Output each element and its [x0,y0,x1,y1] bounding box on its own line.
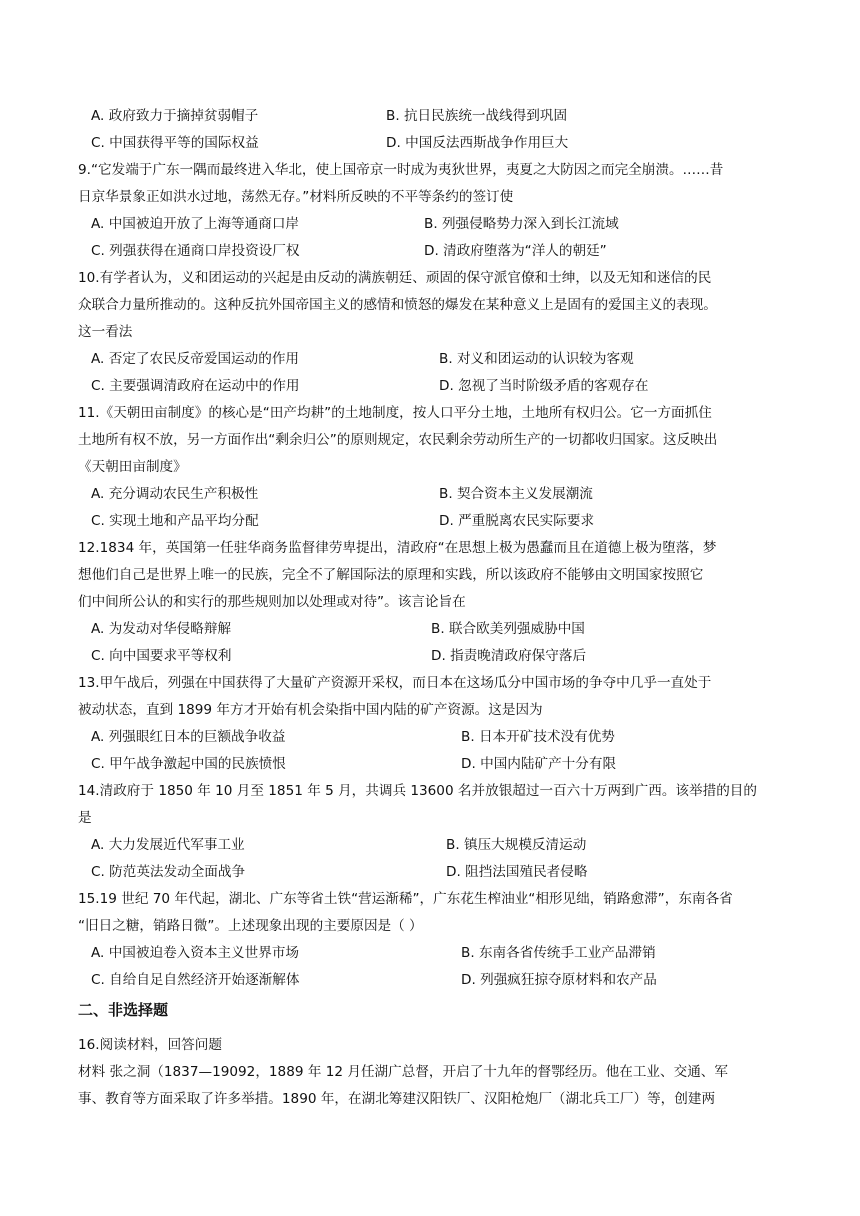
q8-option-d: D. 中国反法西斯战争作用巨大 [386,135,569,151]
q10-stem-line-2: 众联合力量所推动的。这种反抗外国帝国主义的感情和愤怒的爆发在某种意义上是固有的爱国主义的表现。 [78,297,717,313]
q16-intro: 16.阅读材料，回答问题 [78,1037,222,1053]
q10-option-d: D. 忽视了当时阶级矛盾的客观存在 [439,378,649,394]
q10-stem-line-1: 10.有学者认为，义和团运动的兴起是由反动的满族朝廷、顽固的保守派官僚和士绅，以及无知和迷信的民 [78,270,712,286]
q12-option-a: A. 为发动对华侵略辩解 [91,621,232,637]
q8-option-a: A. 政府致力于摘掉贫弱帽子 [91,108,259,124]
q13-stem-line-1: 13.甲午战后，列强在中国获得了大量矿产资源开采权，而日本在这场瓜分中国市场的争夺中几乎一直处于 [78,675,712,691]
q14-option-b: B. 镇压大规模反清运动 [446,837,587,853]
q13-option-c: C. 甲午战争激起中国的民族愤恨 [91,756,286,772]
q10-stem-line-3: 这一看法 [78,324,133,340]
q12-stem-line-3: 们中间所公认的和实行的那些规则加以处理或对待”。该言论旨在 [78,594,466,610]
q10-option-a: A. 否定了农民反帝爱国运动的作用 [91,351,300,367]
q11-option-d: D. 严重脱离农民实际要求 [439,513,595,529]
q11-stem-line-1: 11.《天朝田亩制度》的核心是“田产均耕”的土地制度，按人口平分土地，土地所有权归公。它一方面抓住 [78,405,712,421]
q14-option-d: D. 阻挡法国殖民者侵略 [446,864,588,880]
q13-option-d: D. 中国内陆矿产十分有限 [461,756,617,772]
q8-option-c: C. 中国获得平等的国际权益 [91,135,259,151]
q9-option-c: C. 列强获得在通商口岸投资设厂权 [91,243,300,259]
q12-stem-line-2: 想他们自己是世界上唯一的民族，完全不了解国际法的原理和实践，所以该政府不能够由文明国家按照它 [78,567,704,583]
q14-stem-line-1: 14.清政府于 1850 年 10 月至 1851 年 5 月，共调兵 13600 名并放银超过一百六十万两到广西。该举措的目的 [78,783,757,799]
q14-stem-line-2: 是 [78,810,92,826]
q15-option-c: C. 自给自足自然经济开始逐渐解体 [91,972,300,988]
q14-option-a: A. 大力发展近代军事工业 [91,837,245,853]
q14-option-c: C. 防范英法发动全面战争 [91,864,246,880]
q11-stem-line-3: 《天朝田亩制度》 [78,459,187,475]
q15-stem-line-2: “旧日之糖，销路日微”。上述现象出现的主要原因是（ ） [78,918,423,934]
q11-option-b: B. 契合资本主义发展潮流 [439,486,593,502]
q15-option-a: A. 中国被迫卷入资本主义世界市场 [91,945,300,961]
q8-option-b: B. 抗日民族统一战线得到巩固 [386,108,568,124]
q10-option-c: C. 主要强调清政府在运动中的作用 [91,378,300,394]
q9-stem-line-2: 日京华景象正如洪水过地，荡然无存。”材料所反映的不平等条约的签订使 [78,189,514,205]
q11-option-c: C. 实现土地和产品平均分配 [91,513,259,529]
q9-option-d: D. 清政府堕落为“洋人的朝廷” [424,243,607,259]
q12-option-d: D. 指责晚清政府保守落后 [431,648,587,664]
q16-material-line-2: 事、教育等方面采取了许多举措。1890 年，在湖北筹建汉阳铁厂、汉阳枪炮厂（湖北兵工厂）等，创建两 [78,1091,716,1107]
q9-stem-line-1: 9.“它发端于广东一隅而最终进入华北，使上国帝京一时成为夷狄世界，夷夏之大防因之而完全崩溃。……昔 [78,162,724,178]
q13-option-b: B. 日本开矿技术没有优势 [461,729,615,745]
q15-stem-line-1: 15.19 世纪 70 年代起，湖北、广东等省土铁“营运渐稀”，广东花生榨油业“相形见绌，销路愈滞”，东南各省 [78,891,733,907]
q10-option-b: B. 对义和团运动的认识较为客观 [439,351,634,367]
q12-stem-line-1: 12.1834 年，英国第一任驻华商务监督律劳卑提出，清政府“在思想上极为愚蠢而且在道德上极为堕落，梦 [78,540,717,556]
q15-option-d: D. 列强疯狂掠夺原材料和农产品 [461,972,657,988]
q9-option-a: A. 中国被迫开放了上海等通商口岸 [91,216,300,232]
q12-option-c: C. 向中国要求平等权利 [91,648,232,664]
q11-stem-line-2: 土地所有权不放，另一方面作出“剩余归公”的原则规定，农民剩余劳动所生产的一切都收归国家。这反映出 [78,432,718,448]
q11-option-a: A. 充分调动农民生产积极性 [91,486,259,502]
q13-option-a: A. 列强眼红日本的巨额战争收益 [91,729,286,745]
q15-option-b: B. 东南各省传统手工业产品滞销 [461,945,656,961]
q13-stem-line-2: 被动状态，直到 1899 年方才开始有机会染指中国内陆的矿产资源。这是因为 [78,702,543,718]
q12-option-b: B. 联合欧美列强威胁中国 [431,621,585,637]
q16-material-line-1: 材料 张之洞（1837—19092，1889 年 12 月任湖广总督，开启了十九年的督鄂经历。他在工业、交通、军 [78,1064,728,1080]
section-heading-non-choice: 二、非选择题 [78,1001,169,1019]
q9-option-b: B. 列强侵略势力深入到长江流域 [424,216,619,232]
